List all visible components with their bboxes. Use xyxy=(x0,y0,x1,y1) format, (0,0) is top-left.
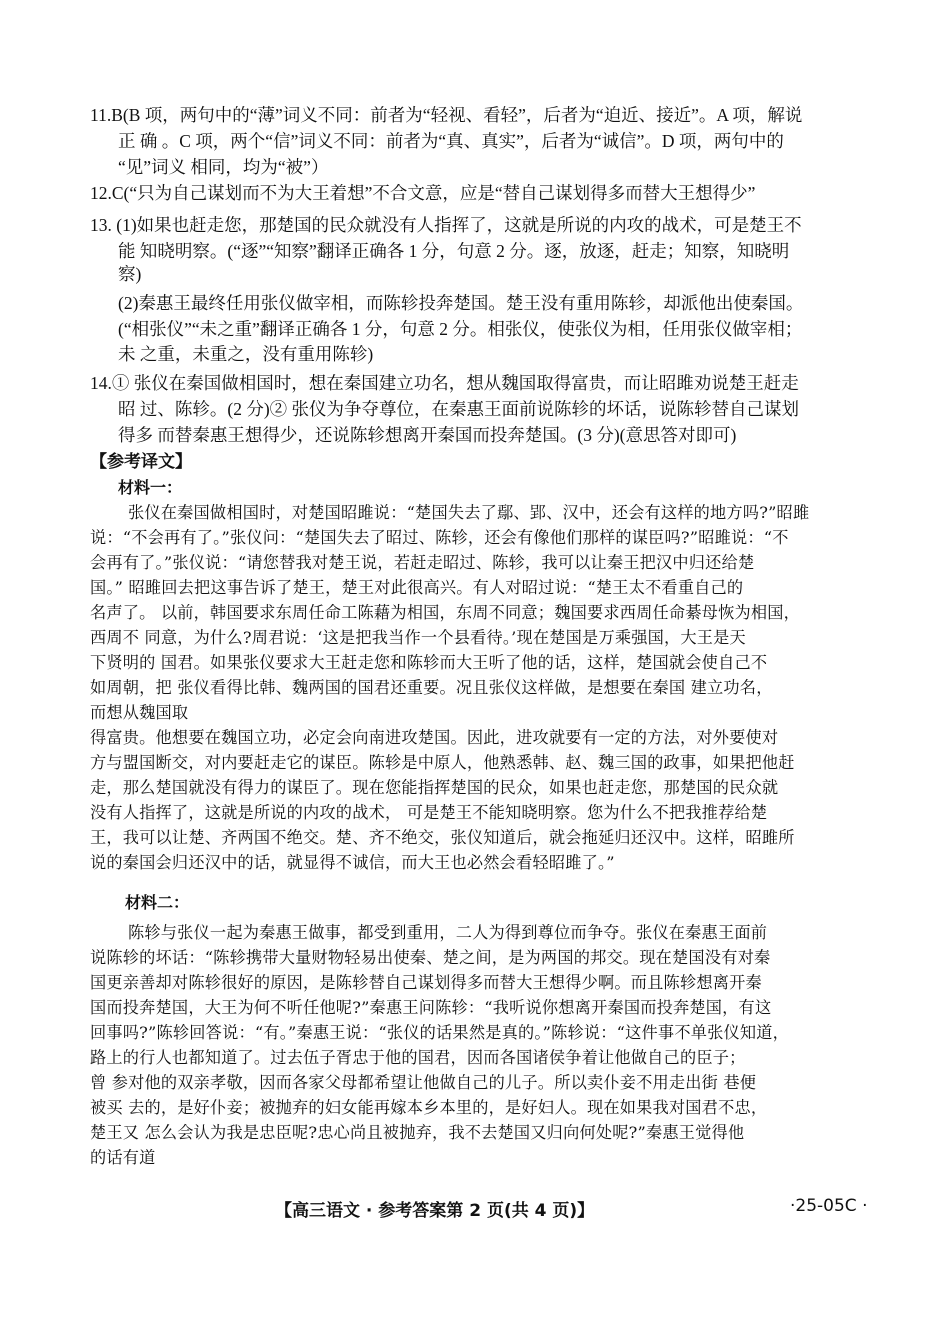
m1-line: 如周朝，把 张仪看得比韩、魏两国的国君还重要。况且张仪这样做，是想要在秦国 建立功名， xyxy=(90,678,773,697)
m1-line: 下贤明的 国君。如果张仪要求大王赶走您和陈轸而大王听了他的话，这样，楚国就会使自己不 xyxy=(90,653,768,672)
m2-line: 路上的行人也都知道了。过去伍子胥忠于他的国君，因而各国诸侯争着让他做自己的臣子； xyxy=(90,1048,746,1067)
m1-line: 没有人指挥了，这就是所说的内攻的战术， 可是楚王不能知晓明察。您为什么不把我推荐给楚 xyxy=(90,803,768,822)
m1-line: 方与盟国断交，对内要赶走它的谋臣。陈轸是中原人，他熟悉韩、赵、魏三国的政事，如果把他赶 xyxy=(90,753,795,772)
m1-line: 说的秦国会归还汉中的话，就显得不诚信，而大王也必然会看轻昭雎了。” xyxy=(90,853,615,872)
q13-line-2: 能 知晓明察。(“逐”“知察”翻译正确各 1 分，句意 2 分。逐，放逐，赶走；知察，知晓明 xyxy=(118,241,790,261)
page-footer-code: ·25-05C · xyxy=(790,1196,868,1216)
q13-line-3: 察) xyxy=(118,264,142,284)
m2-line: 曾 参对他的双亲孝敬，因而各家父母都希望让他做自己的儿子。所以卖仆妾不用走出街 巷便 xyxy=(90,1073,757,1092)
q11-line-3: “见”词义 相同，均为“被”） xyxy=(118,157,329,177)
q12-line-1: 12.C(“只为自己谋划而不为大王着想”不合文意，应是“替自己谋划得多而替大王想得少” xyxy=(90,183,756,203)
m1-line: 国。” 昭雎回去把这事告诉了楚王，楚王对此很高兴。有人对昭过说：“楚王太不看重自己的 xyxy=(90,578,744,597)
material-2-title: 材料二： xyxy=(125,893,190,912)
q13-line-4: (2)秦惠王最终任用张仪做宰相，而陈轸投奔楚国。楚王没有重用陈轸，却派他出使秦国。 xyxy=(118,293,804,313)
m1-line: 而想从魏国取 xyxy=(90,703,189,722)
m2-line: 被买 去的，是好仆妾；被抛弃的妇女能再嫁本乡本里的，是好妇人。现在如果我对国君不忠， xyxy=(90,1098,768,1117)
material-1-title: 材料一： xyxy=(118,478,183,497)
m1-line: 王，我可以让楚、齐两国不绝交。楚、齐不绝交，张仪知道后，就会拖延归还汉中。这样，昭雎所 xyxy=(90,828,795,847)
q13-line-6: 未 之重，未重之，没有重用陈轸) xyxy=(118,344,374,364)
m1-line: 会再有了。”张仪说：“请您替我对楚王说，若赶走昭过、陈轸，我可以让秦王把汉中归还给楚 xyxy=(90,553,755,572)
q14-line-3: 得多 而替秦惠王想得少，还说陈轸想离开秦国而投奔楚国。(3 分)(意思答对即可) xyxy=(118,425,737,445)
m1-line: 张仪在秦国做相国时，对楚国昭雎说：“楚国失去了鄢、郢、汉中，还会有这样的地方吗?”昭雎 xyxy=(128,503,810,522)
q11-line-1: 11.B(B 项，两句中的“薄”词义不同：前者为“轻视、看轻”，后者为“迫近、接近”。A 项，解说 xyxy=(90,105,803,125)
m2-line: 国更亲善却对陈轸很好的原因，是陈轸替自己谋划得多而替大王想得少啊。而且陈轸想离开秦 xyxy=(90,973,762,992)
m2-line: 陈轸与张仪一起为秦惠王做事，都受到重用，二人为得到尊位而争夺。张仪在秦惠王面前 xyxy=(128,923,768,942)
m1-line: 西周不 同意，为什么?周君说：‘这是把我当作一个县看待。’现在楚国是万乘强国，大王是天 xyxy=(90,628,746,647)
page-footer-title: 【高三语文 · 参考答案第 2 页(共 4 页)】 xyxy=(275,1201,595,1221)
m1-line: 名声了。 以前，韩国要求东周任命工陈藉为相国，东周不同意；魏国要求西周任命綦母恢为相国， xyxy=(90,603,801,622)
m2-line: 楚王又 怎么会认为我是忠臣呢?忠心尚且被抛弃，我不去楚国又归向何处呢?”秦惠王觉得他 xyxy=(90,1123,745,1142)
m1-line: 走，那么楚国就没有得力的谋臣了。现在您能指挥楚国的民众，如果也赶走您，那楚国的民众就 xyxy=(90,778,779,797)
m2-line: 国而投奔楚国，大王为何不听任他呢?”秦惠王问陈轸：“我听说你想离开秦国而投奔楚国，有这 xyxy=(90,998,772,1017)
q14-line-2: 昭 过、陈轸。(2 分)② 张仪为争夺尊位，在秦惠王面前说陈轸的坏话，说陈轸替自己谋划 xyxy=(118,399,800,419)
m2-line: 说陈轸的坏话：“陈轸携带大量财物轻易出使秦、楚之间，是为两国的邦交。现在楚国没有对秦 xyxy=(90,948,771,967)
m2-line: 回事吗?”陈轸回答说：“有。”秦惠王说：“张仪的话果然是真的。”陈轸说：“这件事不单张仪知道， xyxy=(90,1023,790,1042)
m1-line: 得富贵。他想要在魏国立功，必定会向南进攻楚国。因此，进攻就要有一定的方法，对外要使对 xyxy=(90,728,779,747)
q13-line-1: 13. (1)如果也赶走您，那楚国的民众就没有人指挥了，这就是所说的内攻的战术，可是楚王不 xyxy=(90,215,802,235)
q14-line-1: 14.① 张仪在秦国做相国时，想在秦国建立功名，想从魏国取得富贵，而让昭雎劝说楚王赶走 xyxy=(90,373,799,393)
m1-line: 说：“不会再有了。”张仪问：“楚国失去了昭过、陈轸，还会有像他们那样的谋臣吗?”昭雎说：“不 xyxy=(90,528,789,547)
q11-line-2: 正 确 。C 项，两个“信”词义不同：前者为“真、真实”，后者为“诚信”。D 项，两句中的 xyxy=(118,131,784,151)
translation-heading: 【参考译文】 xyxy=(90,452,192,472)
m2-line: 的话有道 xyxy=(90,1148,156,1167)
q13-line-5: (“相张仪”“未之重”翻译正确各 1 分，句意 2 分。相张仪，使张仪为相，任用张仪做宰相； xyxy=(118,319,803,339)
